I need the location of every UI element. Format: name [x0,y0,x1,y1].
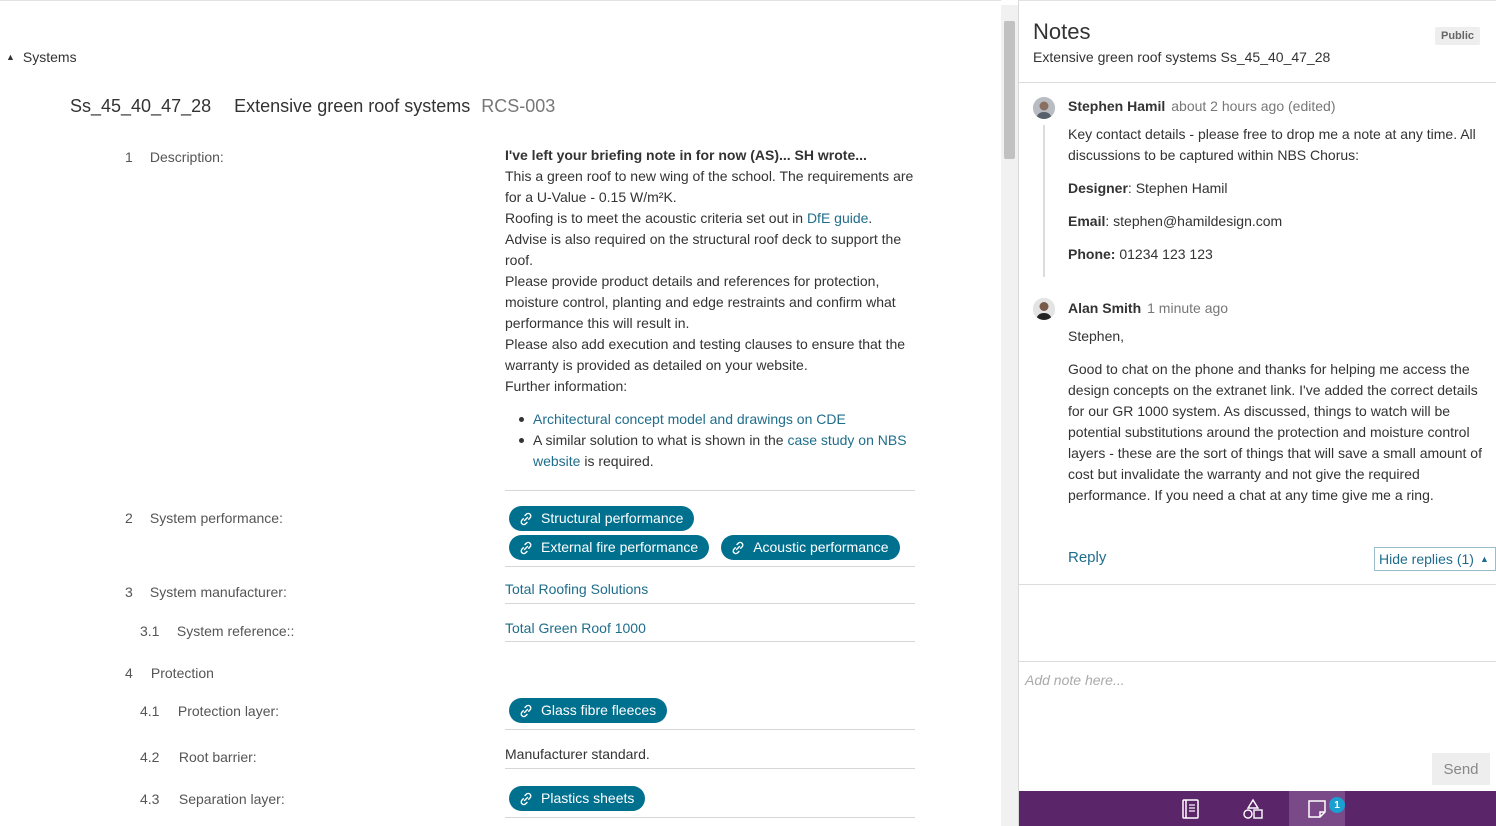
row-system-performance-label [125,510,283,526]
link-icon [518,540,534,556]
divider [505,603,915,604]
link-icon [518,703,534,719]
protection-layer-value [505,697,915,726]
pill-label: Glass fibre fleeces [541,702,657,718]
note-paragraph: Good to chat on the phone and thanks for helping me access the design concepts on the extranet link. I've added the correct details for our GR 1000 system. As discussed, things to watch will be potential substitutions around the protection and moisture control layers - these are the sort of things that will save a small amount of cost but invalidate the warranty and not give the required performance. If you need a chat at any time give me a ring. [1068,361,1482,503]
row-label-text: System reference:: [176,623,295,639]
glass-fibre-fleeces-pill[interactable] [509,698,667,723]
row-system-manufacturer-label [125,584,287,600]
pill-label: Plastics sheets [541,790,635,806]
note-author-line [1068,300,1228,316]
row-number: 1 [125,149,133,165]
hide-replies-button[interactable] [1374,547,1496,571]
field-label: Phone: [1068,246,1116,262]
text: is required. [580,453,654,469]
separation-layer-value [505,785,915,814]
scrollbar-thumb[interactable] [1004,21,1015,159]
link-icon [518,511,534,527]
system-reference-value [505,618,915,639]
note-author: Stephen Hamil [1068,98,1166,114]
case-study-link[interactable]: case study on NBS website [533,432,907,469]
field-label: Email [1068,213,1106,229]
field-value: : Stephen Hamil [1127,180,1228,196]
row-number: 3 [125,584,133,600]
row-number: 4 [125,665,133,681]
divider [505,768,915,769]
user-avatar-icon [1033,97,1055,119]
divider [1019,584,1496,585]
row-separation-layer-label [140,791,285,807]
user-avatar-icon [1033,298,1055,320]
manufacturer-link[interactable]: Total Roofing Solutions [505,581,649,597]
system-manufacturer-value [505,579,915,600]
send-button[interactable]: Send [1432,753,1490,785]
description-value [505,145,915,472]
thread-line [1043,125,1045,277]
pill-label: Structural performance [541,510,684,526]
row-number: 4.1 [140,703,160,719]
further-info-list [505,409,915,472]
divider [505,566,915,567]
notes-tab-button[interactable] [1289,791,1345,826]
collapse-triangle-icon: ▲ [6,52,15,62]
row-label-text: System manufacturer: [149,584,287,600]
systems-section-label: Systems [22,49,77,65]
row-number: 3.1 [140,623,160,639]
acoustic-performance-pill[interactable] [721,535,899,560]
row-root-barrier-label [140,749,257,765]
note-paragraph [1068,244,1483,265]
book-icon [1181,798,1201,820]
row-number: 4.3 [140,791,160,807]
notes-count-badge: 1 [1329,797,1345,813]
divider [1019,82,1496,83]
specification-book-button[interactable] [1163,791,1219,826]
text: A similar solution to what is shown in the [533,432,788,448]
description-paragraph: This a green roof to new wing of the school. The requirements are for a U-Value - 0.15 W/m²K. [505,168,914,205]
divider [505,490,915,491]
structural-performance-pill[interactable] [509,506,694,531]
field-value: 01234 123 123 [1115,246,1213,262]
divider [505,641,915,642]
field-value: : stephen@hamildesign.com [1105,213,1283,229]
caret-up-icon: ▲ [1479,554,1489,564]
description-paragraph: Please also add execution and testing clauses to ensure that the warranty is provided as detailed on your website. [505,336,906,373]
note-paragraph: Key contact details - please free to drop me a note at any time. All discussions to be captured within NBS Chorus: [1068,126,1476,163]
note-timestamp: about 2 hours ago (edited) [1171,98,1336,114]
row-label-text: System performance: [149,510,283,526]
description-paragraph: Please provide product details and references for protection, moisture control, planting and edge restraints and confirm what performance this will result in. [505,273,896,331]
system-reference-link[interactable]: Total Green Roof 1000 [505,620,646,636]
plastics-sheets-pill[interactable] [509,786,645,811]
row-label-text: Protection layer: [177,703,280,719]
root-barrier-value: Manufacturer standard. [505,746,650,762]
note-paragraph [1068,178,1483,199]
note-icon [1306,798,1328,820]
row-label-text: Description: [149,149,224,165]
notes-panel [1018,0,1496,826]
link-icon [730,540,746,556]
panel-toolbar [1019,791,1496,826]
row-protection-layer-label [140,703,279,719]
notes-title: Notes [1033,19,1091,44]
field-label: Designer [1068,180,1128,196]
pill-label: Acoustic performance [753,539,889,555]
visibility-badge: Public [1435,27,1480,45]
pill-label: External fire performance [541,539,699,555]
dfe-guide-link[interactable]: DfE guide [806,210,869,226]
divider [505,729,915,730]
note-paragraph [1068,211,1483,232]
clause-reference: RCS-003 [481,96,556,116]
row-number: 4.2 [140,749,160,765]
shapes-icon [1241,798,1265,820]
add-note-input[interactable] [1019,661,1496,751]
text: Roofing is to meet the acoustic criteria set out in [505,210,807,226]
description-paragraph [505,208,915,229]
row-protection-label [125,665,214,681]
description-paragraph: Further information: [505,378,628,394]
link-icon [518,791,534,807]
row-label-text: Separation layer: [178,791,285,807]
list-item [517,430,915,472]
note-author-line [1068,98,1335,114]
divider [505,817,915,818]
clause-title [70,96,555,117]
list-item [517,409,915,430]
objects-button[interactable] [1225,791,1281,826]
text: . [868,210,873,226]
note-author: Alan Smith [1068,300,1142,316]
avatar [1033,97,1055,119]
system-performance-value [505,505,915,563]
row-system-reference-label [140,623,294,639]
description-paragraph: Advise is also required on the structural roof deck to support the roof. [505,231,902,268]
hide-replies-label: Hide replies (1) [1379,551,1474,567]
row-number: 2 [125,510,133,526]
systems-section-toggle[interactable] [6,49,77,65]
clause-code: Ss_45_40_47_28 [70,96,212,116]
note-paragraph: Stephen, [1068,328,1125,344]
row-label-text: Protection [150,665,214,681]
avatar [1033,298,1055,320]
note-body [1068,326,1483,518]
row-description-label [125,149,224,165]
note-body [1068,124,1483,277]
spec-scrollbar[interactable] [1001,5,1018,826]
notes-subtitle: Extensive green roof systems Ss_45_40_47_28 [1033,49,1331,65]
external-fire-performance-pill[interactable] [509,535,709,560]
note-timestamp: 1 minute ago [1147,300,1229,316]
reply-button[interactable]: Reply [1068,549,1107,566]
concept-model-link[interactable]: Architectural concept model and drawings on CDE [533,411,846,427]
description-heading: I've left your briefing note in for now (AS)... SH wrote... [505,147,867,163]
clause-name: Extensive green roof systems [234,96,471,116]
row-label-text: Root barrier: [178,749,257,765]
